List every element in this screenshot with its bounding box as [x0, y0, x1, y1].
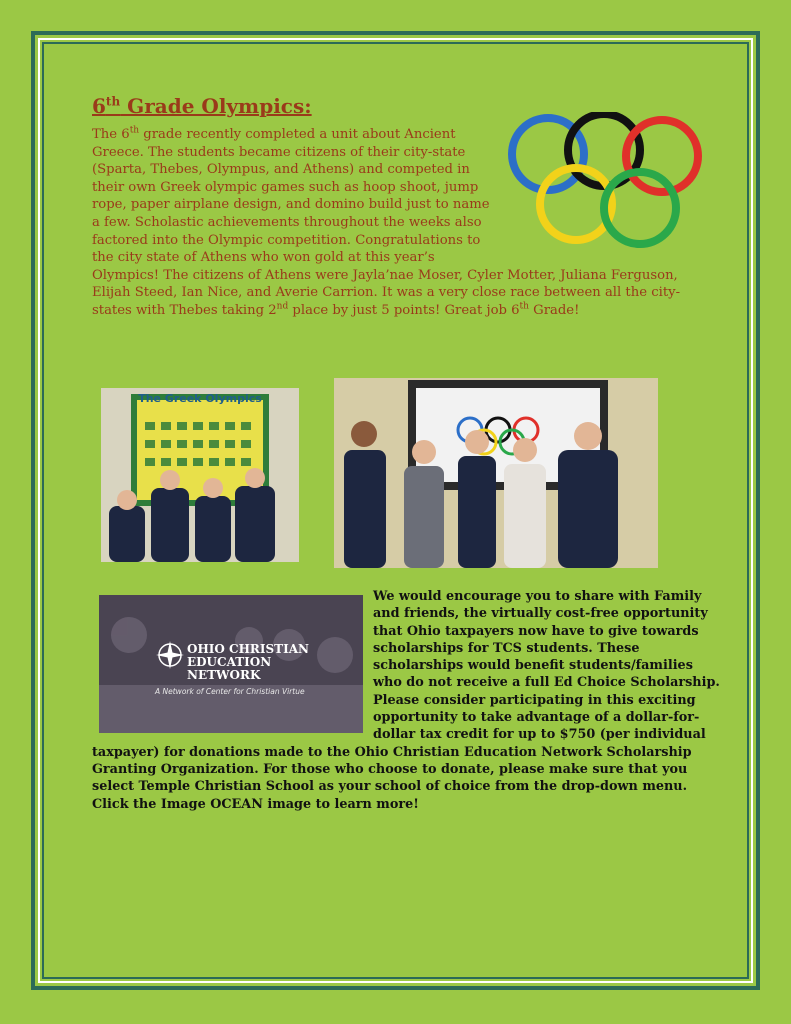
ocean-logo-text: OHIO CHRISTIAN EDUCATION NETWORK: [187, 642, 309, 682]
article-body: The 6th grade recently completed a unit about Ancient Greece. The students became citizens of their city-state (Sparta, Thebes, Olympus, and Athens) and competed in their own Greek olympic games such as hoop shoot, jump rope, paper airplane design, and domino build just to name a few. Scholastic achievements throughout the weeks also factored into the Olympic competition. Congratulations to the city state of Athens who won gold at this year’s Olympics! The citizens of Athens were Jayla’nae Moser, Cyler Motter, Juliana Ferguson, Elijah Steed, Ian Nice, and Averie Carrion. It was a very close race between all the city-states with Thebes taking 2nd place by just 5 points! Great job 6th Grade!: [92, 126, 702, 320]
article-title: 6th Grade Olympics:: [92, 94, 312, 118]
ocean-tagline: A Network of Center for Christian Virtue: [155, 687, 305, 696]
scholarship-text: We would encourage you to share with Family and friends, the virtually cost-free opportunity that Ohio taxpayers now have to give towards scholarships for TCS students. These scholarships would benefit students/families who do not receive a full Ed Choice Scholarship. Please consider participating in this exciting opportunity to take advantage of a dollar-for-dollar tax credit for up to $750 (per individual taxpayer) for donations made to the Ohio Christian Education Network Scholarship Granting Organization. For those who choose to donate, please make sure that you select Temple Christian School as your school of choice from the drop-down menu. Click the Image OCEAN image to learn more!: [92, 589, 720, 812]
greek-olympics-board-photo: [101, 388, 299, 562]
olympic-rings-image: [500, 112, 712, 250]
students-olympic-rings-photo: [334, 378, 658, 568]
bulletin-title: The Greek Olympics: [138, 392, 262, 405]
